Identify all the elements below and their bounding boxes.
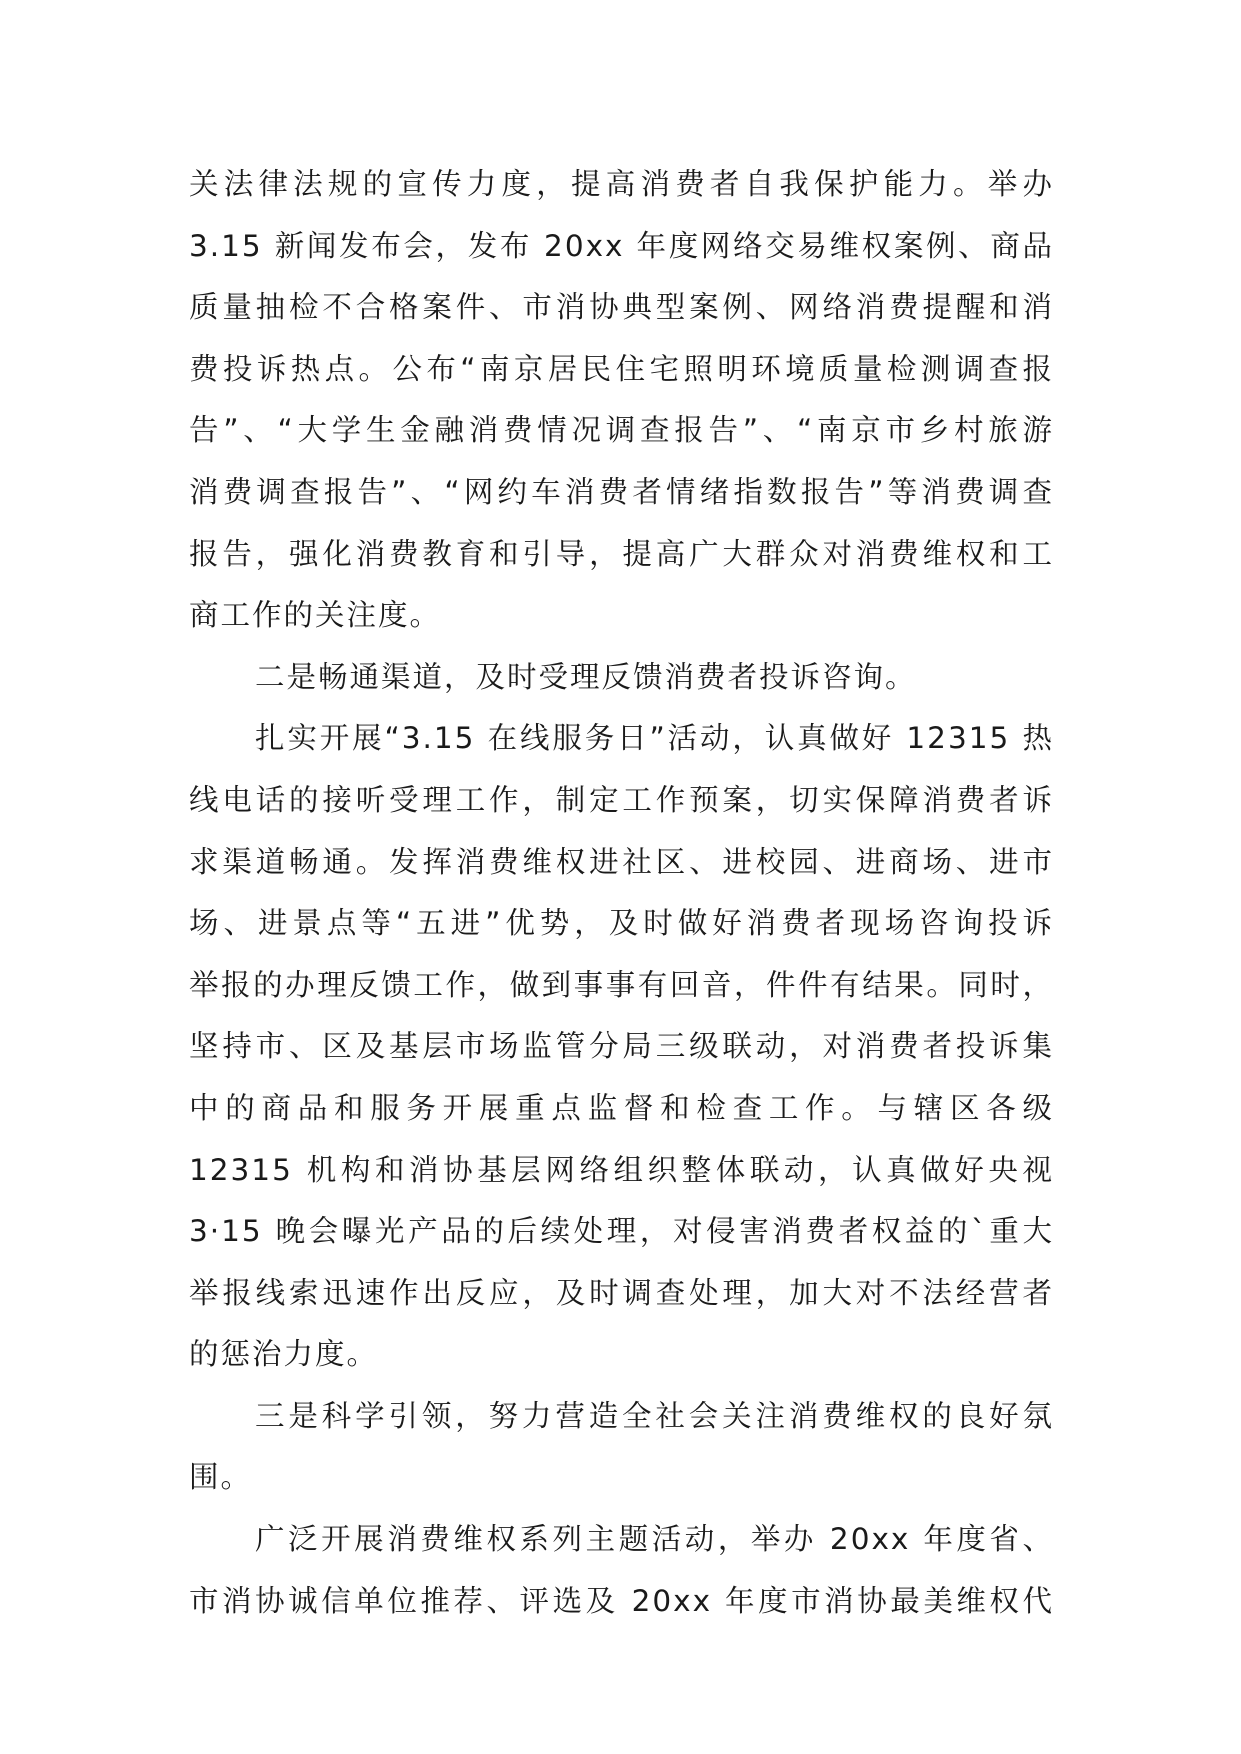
- text-line-1: 关法律法规的宣传力度，提高消费者自我保护能力。举办: [189, 167, 1054, 201]
- text-line-2: 3.15 新闻发布会，发布 20xx 年度网络交易维权案例、商品: [189, 228, 1054, 263]
- document-body: [189, 154, 1054, 1632]
- text-line-13: 场、进景点等“五进”优势，及时做好消费者现场咨询投诉: [189, 906, 1054, 941]
- section-heading-2: 二是畅通渠道，及时受理反馈消费者投诉咨询。: [255, 659, 917, 694]
- text-line-4: 费投诉热点。公布“南京居民住宅照明环境质量检测调查报: [189, 351, 1054, 386]
- text-line-12: 求渠道畅通。发挥消费维权进社区、进校园、进商场、进市: [189, 844, 1054, 879]
- text-line-18: 3·15 晚会曝光产品的后续处理，对侵害消费者权益的`重大: [189, 1214, 1054, 1249]
- text-line-5: 告”、“大学生金融消费情况调查报告”、“南京市乡村旅游: [189, 413, 1054, 448]
- text-line-3: 质量抽检不合格案件、市消协典型案例、网络消费提醒和消: [189, 290, 1054, 325]
- text-line-11: 线电话的接听受理工作，制定工作预案，切实保障消费者诉: [189, 782, 1054, 817]
- text-line-15: 坚持市、区及基层市场监管分局三级联动，对消费者投诉集: [189, 1029, 1054, 1064]
- text-line-16: 中的商品和服务开展重点监督和检查工作。与辖区各级: [189, 1090, 1054, 1125]
- text-line-6: 消费调查报告”、“网约车消费者情绪指数报告”等消费调查: [189, 474, 1054, 509]
- text-line-19: 举报线索迅速作出反应，及时调查处理，加大对不法经营者: [189, 1275, 1054, 1310]
- text-line-23: 广泛开展消费维权系列主题活动，举办 20xx 年度省、: [255, 1522, 1054, 1557]
- text-line-7: 报告，强化消费教育和引导，提高广大群众对消费维权和工: [189, 536, 1054, 571]
- text-line-17: 12315 机构和消协基层网络组织整体联动，认真做好央视: [189, 1152, 1054, 1187]
- text-line-8: 商工作的关注度。: [189, 598, 442, 633]
- section-heading-3: 三是科学引领，努力营造全社会关注消费维权的良好氛: [255, 1398, 1054, 1433]
- text-line-22: 围。: [189, 1460, 253, 1495]
- text-line-14: 举报的办理反馈工作，做到事事有回音，件件有结果。同时，: [189, 967, 1054, 1002]
- text-line-20: 的惩治力度。: [189, 1337, 379, 1372]
- text-line-24: 市消协诚信单位推荐、评选及 20xx 年度市消协最美维权代: [189, 1583, 1054, 1618]
- text-line-10: 扎实开展“3.15 在线服务日”活动，认真做好 12315 热: [255, 721, 1054, 756]
